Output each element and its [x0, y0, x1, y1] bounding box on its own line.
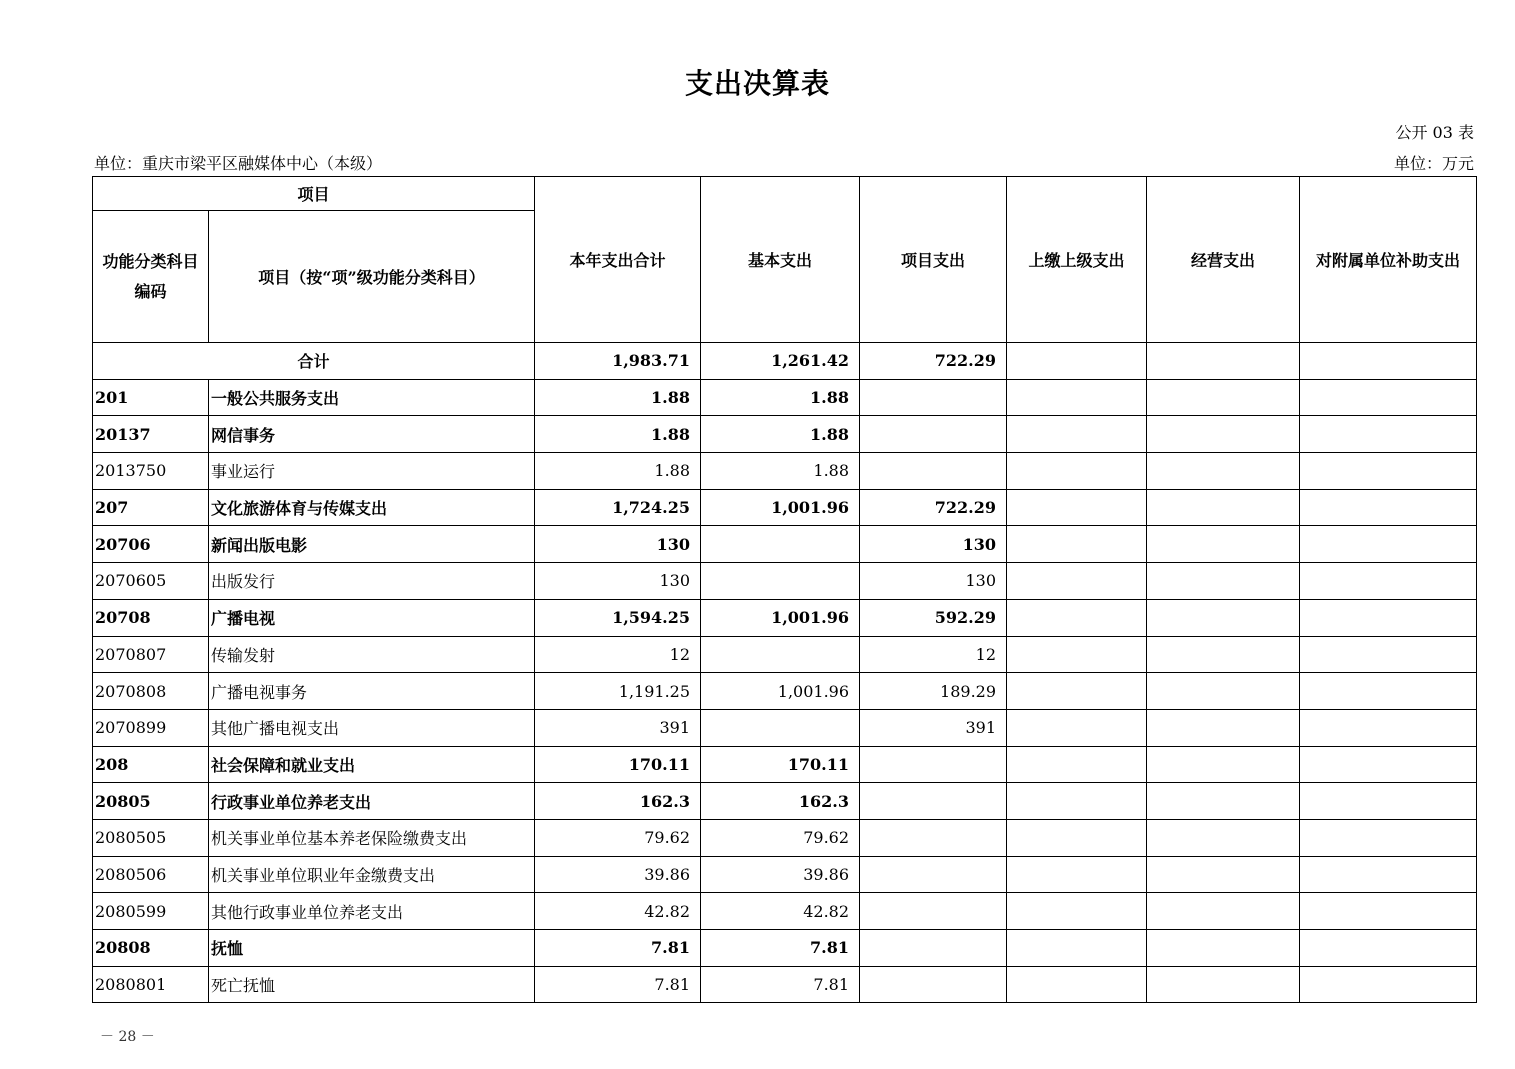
row-subsidy: [1300, 783, 1477, 820]
row-upper: [1007, 563, 1147, 600]
table-row: [93, 526, 1477, 563]
row-project: [860, 416, 1007, 453]
header-name: 项目（按“项”级功能分类科目）: [209, 211, 535, 343]
row-subsidy: [1300, 379, 1477, 416]
row-business: [1147, 783, 1300, 820]
row-name: 网信事务: [209, 416, 535, 453]
row-upper: [1007, 379, 1147, 416]
row-basic: [701, 526, 860, 563]
row-upper: [1007, 930, 1147, 967]
row-basic: [701, 563, 860, 600]
row-basic: 42.82: [701, 893, 860, 930]
row-upper: [1007, 526, 1147, 563]
row-business: [1147, 893, 1300, 930]
row-basic: [701, 636, 860, 673]
table-row: [93, 379, 1477, 416]
row-business: [1147, 930, 1300, 967]
row-project: 12: [860, 636, 1007, 673]
row-name: 传输发射: [209, 636, 535, 673]
row-project: [860, 930, 1007, 967]
row-name: 出版发行: [209, 563, 535, 600]
header-business: 经营支出: [1147, 177, 1300, 343]
table-row: [93, 636, 1477, 673]
row-code: 2080599: [93, 893, 209, 930]
row-subsidy: [1300, 416, 1477, 453]
total-upper: [1007, 343, 1147, 380]
row-name: 机关事业单位基本养老保险缴费支出: [209, 819, 535, 856]
row-upper: [1007, 856, 1147, 893]
row-upper: [1007, 709, 1147, 746]
row-subsidy: [1300, 819, 1477, 856]
row-business: [1147, 966, 1300, 1003]
row-name: 抚恤: [209, 930, 535, 967]
row-total: 130: [535, 526, 701, 563]
page-number: － 28 －: [100, 1029, 155, 1045]
row-upper: [1007, 416, 1147, 453]
row-business: [1147, 379, 1300, 416]
row-business: [1147, 416, 1300, 453]
row-total: 39.86: [535, 856, 701, 893]
row-business: [1147, 563, 1300, 600]
row-basic: 162.3: [701, 783, 860, 820]
row-subsidy: [1300, 746, 1477, 783]
row-project: 592.29: [860, 599, 1007, 636]
row-code: 2070807: [93, 636, 209, 673]
row-basic: 1,001.96: [701, 489, 860, 526]
row-total: 1.88: [535, 453, 701, 490]
header-total: 本年支出合计: [535, 177, 701, 343]
row-basic: 1,001.96: [701, 673, 860, 710]
row-name: 一般公共服务支出: [209, 379, 535, 416]
row-basic: 39.86: [701, 856, 860, 893]
row-name: 机关事业单位职业年金缴费支出: [209, 856, 535, 893]
row-upper: [1007, 673, 1147, 710]
row-project: [860, 379, 1007, 416]
row-project: [860, 966, 1007, 1003]
total-total: 1,983.71: [535, 343, 701, 380]
row-business: [1147, 709, 1300, 746]
row-total: 12: [535, 636, 701, 673]
row-project: 189.29: [860, 673, 1007, 710]
row-name: 广播电视: [209, 599, 535, 636]
row-name: 文化旅游体育与传媒支出: [209, 489, 535, 526]
table-row: [93, 930, 1477, 967]
unit-currency: 单位：万元: [1393, 154, 1474, 173]
row-code: 2070605: [93, 563, 209, 600]
row-code: 20706: [93, 526, 209, 563]
row-code: 2070808: [93, 673, 209, 710]
row-upper: [1007, 599, 1147, 636]
row-code: 201: [93, 379, 209, 416]
row-upper: [1007, 636, 1147, 673]
row-basic: 7.81: [701, 966, 860, 1003]
row-total: 162.3: [535, 783, 701, 820]
row-code: 20808: [93, 930, 209, 967]
table-row: [93, 709, 1477, 746]
row-subsidy: [1300, 893, 1477, 930]
row-code: 20137: [93, 416, 209, 453]
total-basic: 1,261.42: [701, 343, 860, 380]
row-name: 死亡抚恤: [209, 966, 535, 1003]
row-business: [1147, 599, 1300, 636]
row-subsidy: [1300, 709, 1477, 746]
row-project: [860, 856, 1007, 893]
row-total: 1.88: [535, 379, 701, 416]
row-basic: 7.81: [701, 930, 860, 967]
table-row: [93, 856, 1477, 893]
row-business: [1147, 856, 1300, 893]
row-project: 130: [860, 526, 1007, 563]
row-code: 2070899: [93, 709, 209, 746]
row-code: 2013750: [93, 453, 209, 490]
row-business: [1147, 489, 1300, 526]
row-upper: [1007, 819, 1147, 856]
header-project: 项目支出: [860, 177, 1007, 343]
total-project: 722.29: [860, 343, 1007, 380]
page-title: 支出决算表: [684, 67, 830, 100]
row-basic: 1.88: [701, 453, 860, 490]
header-code: 功能分类科目编码: [93, 211, 209, 343]
table-row: [93, 893, 1477, 930]
row-basic: 79.62: [701, 819, 860, 856]
row-basic: 1,001.96: [701, 599, 860, 636]
row-name: 广播电视事务: [209, 673, 535, 710]
row-project: 130: [860, 563, 1007, 600]
row-project: [860, 819, 1007, 856]
row-total: 1.88: [535, 416, 701, 453]
row-total: 79.62: [535, 819, 701, 856]
row-basic: [701, 709, 860, 746]
row-total: 42.82: [535, 893, 701, 930]
row-project: 391: [860, 709, 1007, 746]
table-row: [93, 746, 1477, 783]
row-subsidy: [1300, 673, 1477, 710]
row-upper: [1007, 966, 1147, 1003]
row-code: 2080505: [93, 819, 209, 856]
row-business: [1147, 673, 1300, 710]
row-subsidy: [1300, 599, 1477, 636]
table-row: [93, 416, 1477, 453]
total-subsidy: [1300, 343, 1477, 380]
total-business: [1147, 343, 1300, 380]
row-business: [1147, 636, 1300, 673]
row-basic: 1.88: [701, 379, 860, 416]
row-name: 其他行政事业单位养老支出: [209, 893, 535, 930]
row-business: [1147, 453, 1300, 490]
row-code: 2080506: [93, 856, 209, 893]
row-upper: [1007, 783, 1147, 820]
row-basic: 1.88: [701, 416, 860, 453]
row-subsidy: [1300, 526, 1477, 563]
row-business: [1147, 819, 1300, 856]
row-code: 20805: [93, 783, 209, 820]
row-total: 391: [535, 709, 701, 746]
row-upper: [1007, 489, 1147, 526]
row-subsidy: [1300, 489, 1477, 526]
row-subsidy: [1300, 930, 1477, 967]
expenditure-table: [92, 176, 1477, 1003]
row-subsidy: [1300, 856, 1477, 893]
row-upper: [1007, 746, 1147, 783]
row-total: 1,724.25: [535, 489, 701, 526]
row-subsidy: [1300, 966, 1477, 1003]
row-business: [1147, 746, 1300, 783]
table-row: [93, 783, 1477, 820]
row-code: 20708: [93, 599, 209, 636]
row-code: 2080801: [93, 966, 209, 1003]
row-subsidy: [1300, 563, 1477, 600]
row-name: 其他广播电视支出: [209, 709, 535, 746]
row-project: [860, 783, 1007, 820]
row-total: 1,191.25: [535, 673, 701, 710]
row-project: [860, 893, 1007, 930]
table-code: 公开 03 表: [1395, 123, 1474, 142]
table-row: [93, 453, 1477, 490]
row-name: 社会保障和就业支出: [209, 746, 535, 783]
row-upper: [1007, 893, 1147, 930]
header-basic: 基本支出: [701, 177, 860, 343]
row-project: [860, 746, 1007, 783]
row-subsidy: [1300, 453, 1477, 490]
row-name: 新闻出版电影: [209, 526, 535, 563]
row-total: 130: [535, 563, 701, 600]
row-subsidy: [1300, 636, 1477, 673]
row-code: 207: [93, 489, 209, 526]
row-project: [860, 453, 1007, 490]
header-subsidy: 对附属单位补助支出: [1300, 177, 1477, 343]
row-total: 7.81: [535, 966, 701, 1003]
total-label: 合计: [93, 343, 535, 380]
unit-organization: 单位：重庆市梁平区融媒体中心（本级）: [94, 154, 383, 173]
table-row: [93, 599, 1477, 636]
row-total: 170.11: [535, 746, 701, 783]
row-project: 722.29: [860, 489, 1007, 526]
total-row: [93, 343, 1477, 380]
table-row: [93, 489, 1477, 526]
row-code: 208: [93, 746, 209, 783]
table-row: [93, 966, 1477, 1003]
table-row: [93, 563, 1477, 600]
header-project-group: 项目: [93, 177, 535, 211]
row-total: 1,594.25: [535, 599, 701, 636]
table-row: [93, 673, 1477, 710]
row-total: 7.81: [535, 930, 701, 967]
row-name: 行政事业单位养老支出: [209, 783, 535, 820]
row-name: 事业运行: [209, 453, 535, 490]
row-upper: [1007, 453, 1147, 490]
row-business: [1147, 526, 1300, 563]
table-row: [93, 819, 1477, 856]
header-upper: 上缴上级支出: [1007, 177, 1147, 343]
row-basic: 170.11: [701, 746, 860, 783]
